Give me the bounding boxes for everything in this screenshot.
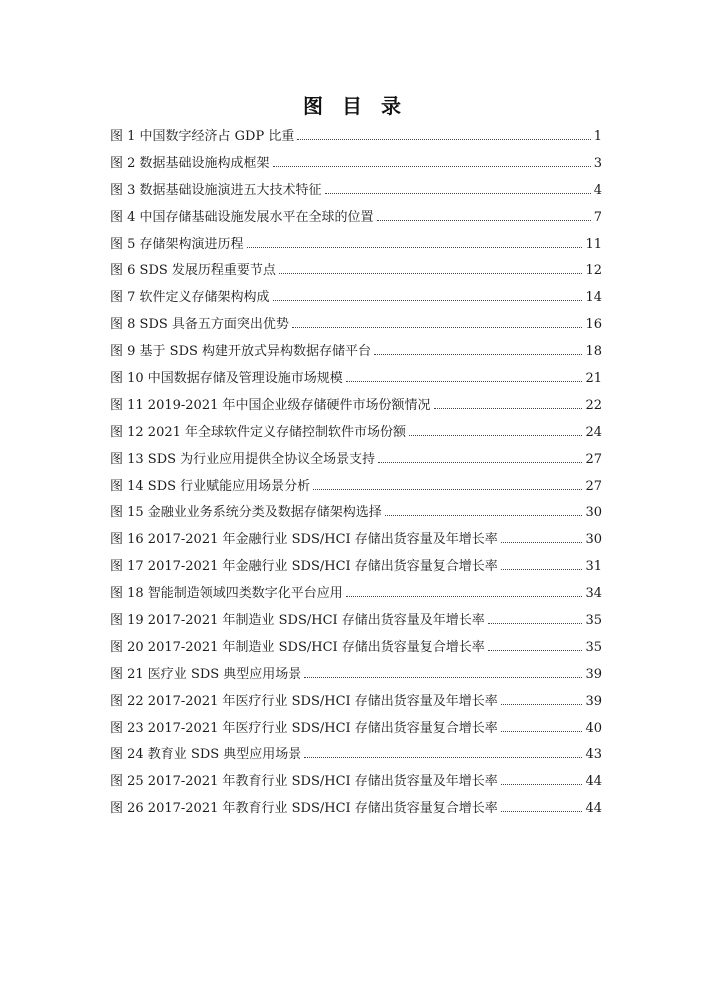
toc-entry[interactable]	[110, 800, 602, 827]
toc-entry[interactable]	[110, 128, 602, 155]
toc-entry[interactable]	[110, 316, 602, 343]
toc-entry-page: 30	[585, 532, 602, 548]
toc-entry-label: 图 10 中国数据存储及管理设施市场规模	[110, 371, 343, 387]
dot-leader	[273, 300, 583, 301]
toc-entry[interactable]	[110, 478, 602, 505]
toc-entry[interactable]	[110, 504, 602, 531]
toc-entry-label: 图 18 智能制造领域四类数字化平台应用	[110, 586, 343, 602]
toc-entry[interactable]	[110, 236, 602, 263]
toc-entry-page: 34	[585, 586, 602, 602]
toc-entry-label: 图 12 2021 年全球软件定义存储控制软件市场份额	[110, 424, 407, 440]
toc-entry[interactable]	[110, 343, 602, 370]
dot-leader	[346, 381, 583, 382]
dot-leader	[434, 408, 583, 409]
toc-entry-label: 图 16 2017-2021 年金融行业 SDS/HCI 存储出货容量及年增长率	[110, 532, 498, 548]
dot-leader	[501, 569, 583, 570]
dot-leader	[409, 435, 582, 436]
dot-leader	[304, 677, 582, 678]
toc-entry-label: 图 14 SDS 行业赋能应用场景分析	[110, 478, 311, 494]
toc-entry-label: 图 2 数据基础设施构成框架	[110, 155, 270, 171]
toc-entry-label: 图 19 2017-2021 年制造业 SDS/HCI 存储出货容量及年增长率	[110, 613, 485, 629]
dot-leader	[378, 462, 582, 463]
figure-list	[110, 128, 602, 827]
toc-entry-label: 图 9 基于 SDS 构建开放式异构数据存储平台	[110, 344, 372, 360]
toc-entry[interactable]	[110, 155, 602, 182]
toc-entry-page: 39	[585, 693, 602, 709]
toc-entry[interactable]	[110, 397, 602, 424]
toc-entry-page: 21	[585, 371, 602, 387]
toc-entry-page: 7	[593, 209, 602, 225]
toc-entry-label: 图 24 教育业 SDS 典型应用场景	[110, 747, 302, 763]
toc-entry-label: 图 15 金融业业务系统分类及数据存储架构选择	[110, 505, 382, 521]
dot-leader	[346, 596, 583, 597]
toc-entry-page: 24	[585, 424, 602, 440]
toc-entry-label: 图 26 2017-2021 年教育行业 SDS/HCI 存储出货容量复合增长率	[110, 801, 498, 817]
dot-leader	[501, 542, 583, 543]
toc-entry[interactable]	[110, 262, 602, 289]
toc-entry[interactable]	[110, 639, 602, 666]
toc-entry-page: 3	[593, 155, 602, 171]
toc-entry-label: 图 8 SDS 具备五方面突出优势	[110, 317, 289, 333]
toc-entry-label: 图 4 中国存储基础设施发展水平在全球的位置	[110, 209, 374, 225]
toc-entry[interactable]	[110, 370, 602, 397]
toc-entry-page: 4	[593, 182, 602, 198]
toc-entry-label: 图 21 医疗业 SDS 典型应用场景	[110, 666, 302, 682]
toc-entry-label: 图 20 2017-2021 年制造业 SDS/HCI 存储出货容量复合增长率	[110, 639, 485, 655]
dot-leader	[247, 247, 583, 248]
toc-entry[interactable]	[110, 558, 602, 585]
toc-entry-label: 图 11 2019-2021 年中国企业级存储硬件市场份额情况	[110, 397, 431, 413]
dot-leader	[297, 139, 590, 140]
toc-entry-label: 图 25 2017-2021 年教育行业 SDS/HCI 存储出货容量及年增长率	[110, 774, 498, 790]
toc-entry-page: 30	[585, 505, 602, 521]
toc-entry-page: 35	[585, 613, 602, 629]
toc-entry-page: 31	[585, 559, 602, 575]
toc-entry[interactable]	[110, 451, 602, 478]
dot-leader	[501, 731, 583, 732]
dot-leader	[488, 650, 583, 651]
toc-entry-page: 22	[585, 397, 602, 413]
toc-entry[interactable]	[110, 746, 602, 773]
toc-entry-page: 27	[585, 451, 602, 467]
toc-entry-label: 图 6 SDS 发展历程重要节点	[110, 263, 276, 279]
toc-entry[interactable]	[110, 289, 602, 316]
toc-entry-page: 1	[593, 129, 602, 144]
toc-entry-page: 12	[585, 263, 602, 279]
toc-entry-label: 图 7 软件定义存储架构构成	[110, 290, 270, 306]
toc-entry[interactable]	[110, 182, 602, 209]
dot-leader	[273, 166, 591, 167]
dot-leader	[279, 273, 583, 274]
toc-entry[interactable]	[110, 773, 602, 800]
toc-entry-label: 图 22 2017-2021 年医疗行业 SDS/HCI 存储出货容量及年增长率	[110, 693, 498, 709]
toc-entry-page: 39	[585, 666, 602, 682]
dot-leader	[374, 354, 582, 355]
dot-leader	[501, 784, 583, 785]
dot-leader	[377, 220, 591, 221]
toc-entry-page: 27	[585, 478, 602, 494]
toc-entry-label: 图 5 存储架构演进历程	[110, 236, 244, 252]
dot-leader	[292, 327, 583, 328]
toc-entry-label: 图 1 中国数字经济占 GDP 比重	[110, 129, 295, 144]
toc-entry[interactable]	[110, 693, 602, 720]
dot-leader	[325, 193, 591, 194]
toc-entry[interactable]	[110, 612, 602, 639]
toc-entry-page: 14	[585, 290, 602, 306]
toc-entry-label: 图 23 2017-2021 年医疗行业 SDS/HCI 存储出货容量复合增长率	[110, 720, 498, 736]
dot-leader	[313, 489, 582, 490]
page-title: 图 目 录	[303, 94, 407, 118]
toc-entry-label: 图 13 SDS 为行业应用提供全协议全场景支持	[110, 451, 376, 467]
toc-entry-page: 16	[585, 317, 602, 333]
toc-entry-page: 44	[585, 774, 602, 790]
dot-leader	[304, 757, 582, 758]
toc-entry-label: 图 17 2017-2021 年金融行业 SDS/HCI 存储出货容量复合增长率	[110, 559, 498, 575]
toc-entry-label: 图 3 数据基础设施演进五大技术特征	[110, 182, 322, 198]
toc-entry-page: 40	[585, 720, 602, 736]
toc-entry[interactable]	[110, 209, 602, 236]
toc-entry[interactable]	[110, 720, 602, 747]
toc-entry[interactable]	[110, 585, 602, 612]
toc-entry-page: 43	[585, 747, 602, 763]
toc-entry-page: 44	[585, 801, 602, 817]
dot-leader	[385, 515, 583, 516]
toc-entry-page: 35	[585, 639, 602, 655]
dot-leader	[501, 811, 583, 812]
toc-entry-page: 11	[585, 236, 602, 252]
toc-entry-page: 18	[585, 344, 602, 360]
dot-leader	[501, 704, 583, 705]
toc-entry[interactable]	[110, 531, 602, 558]
toc-entry[interactable]	[110, 424, 602, 451]
dot-leader	[488, 623, 583, 624]
toc-entry[interactable]	[110, 666, 602, 693]
